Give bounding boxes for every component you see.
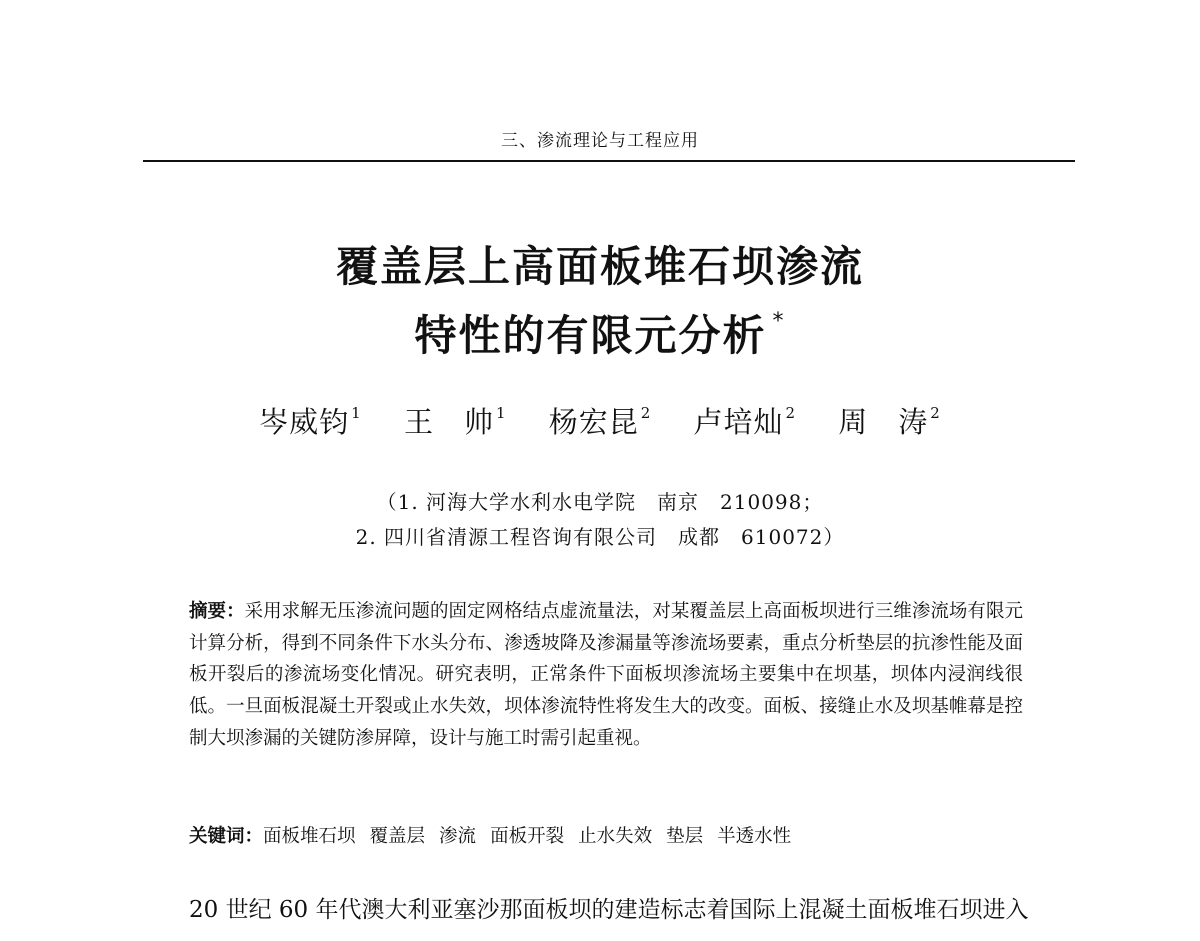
author-name: 卢培灿 bbox=[693, 405, 784, 439]
author bbox=[549, 405, 652, 439]
keyword: 渗流 bbox=[439, 826, 477, 847]
abstract bbox=[189, 596, 1023, 755]
body-paragraph: 20 世纪 60 年代澳大利亚塞沙那面板坝的建造标志着国际上混凝土面板堆石坝进入 bbox=[189, 897, 1029, 923]
keywords-label: 关键词： bbox=[189, 826, 264, 847]
author-affiliation-mark: 2 bbox=[930, 404, 941, 422]
affiliation-line-1: （1. 河海大学水利水电学院 南京 210098； bbox=[376, 490, 824, 514]
title-line-1 bbox=[0, 234, 1200, 294]
author bbox=[838, 405, 941, 439]
running-head: 三、渗流理论与工程应用 bbox=[501, 131, 699, 151]
header-rule bbox=[143, 160, 1075, 162]
author bbox=[404, 405, 507, 439]
title-text-1: 覆盖层上高面板堆石坝渗流 bbox=[335, 242, 864, 291]
title-footnote-mark: * bbox=[772, 309, 786, 334]
keyword: 垫层 bbox=[666, 826, 704, 847]
author-list bbox=[0, 400, 1200, 441]
author-affiliation-mark: 1 bbox=[495, 404, 507, 422]
keyword: 面板堆石坝 bbox=[263, 826, 356, 847]
author-affiliation-mark: 2 bbox=[640, 404, 652, 422]
author bbox=[694, 405, 797, 439]
author-name: 杨宏昆 bbox=[548, 405, 639, 439]
author-name: 王 帅 bbox=[403, 405, 494, 439]
keyword: 半透水性 bbox=[717, 826, 792, 847]
keyword: 止水失效 bbox=[578, 826, 653, 847]
author-name: 岑威钧 bbox=[259, 405, 350, 439]
abstract-text: 采用求解无压渗流问题的固定网格结点虚流量法，对某覆盖层上高面板坝进行三维渗流场有限元计算分析，得到不同条件下水头分布、渗透坡降及渗漏量等渗流场要素，重点分析垫层的抗渗性能及面板开裂后的渗流场变化情况。研究表明，正常条件下面板坝渗流场主要集中在坝基，坝体内浸润线很低。一旦面板混凝土开裂或止水失效，坝体渗流特性将发生大的改变。面板、接缝止水及坝基帷幕是控制大坝渗漏的关键防渗屏障，设计与施工时需引起重视。 bbox=[189, 601, 1023, 749]
author-affiliation-mark: 2 bbox=[785, 404, 797, 422]
abstract-label: 摘要： bbox=[189, 601, 245, 622]
title-text-2: 特性的有限元分析 bbox=[414, 311, 767, 360]
keyword: 面板开裂 bbox=[490, 826, 565, 847]
author bbox=[259, 405, 362, 439]
keywords bbox=[189, 822, 1023, 852]
author-name: 周 涛 bbox=[838, 405, 929, 439]
affiliation-line-2: 2. 四川省清源工程咨询有限公司 成都 610072） bbox=[355, 525, 845, 549]
title-line-2 bbox=[0, 303, 1200, 363]
author-affiliation-mark: 1 bbox=[351, 404, 362, 422]
keyword: 覆盖层 bbox=[369, 826, 426, 847]
